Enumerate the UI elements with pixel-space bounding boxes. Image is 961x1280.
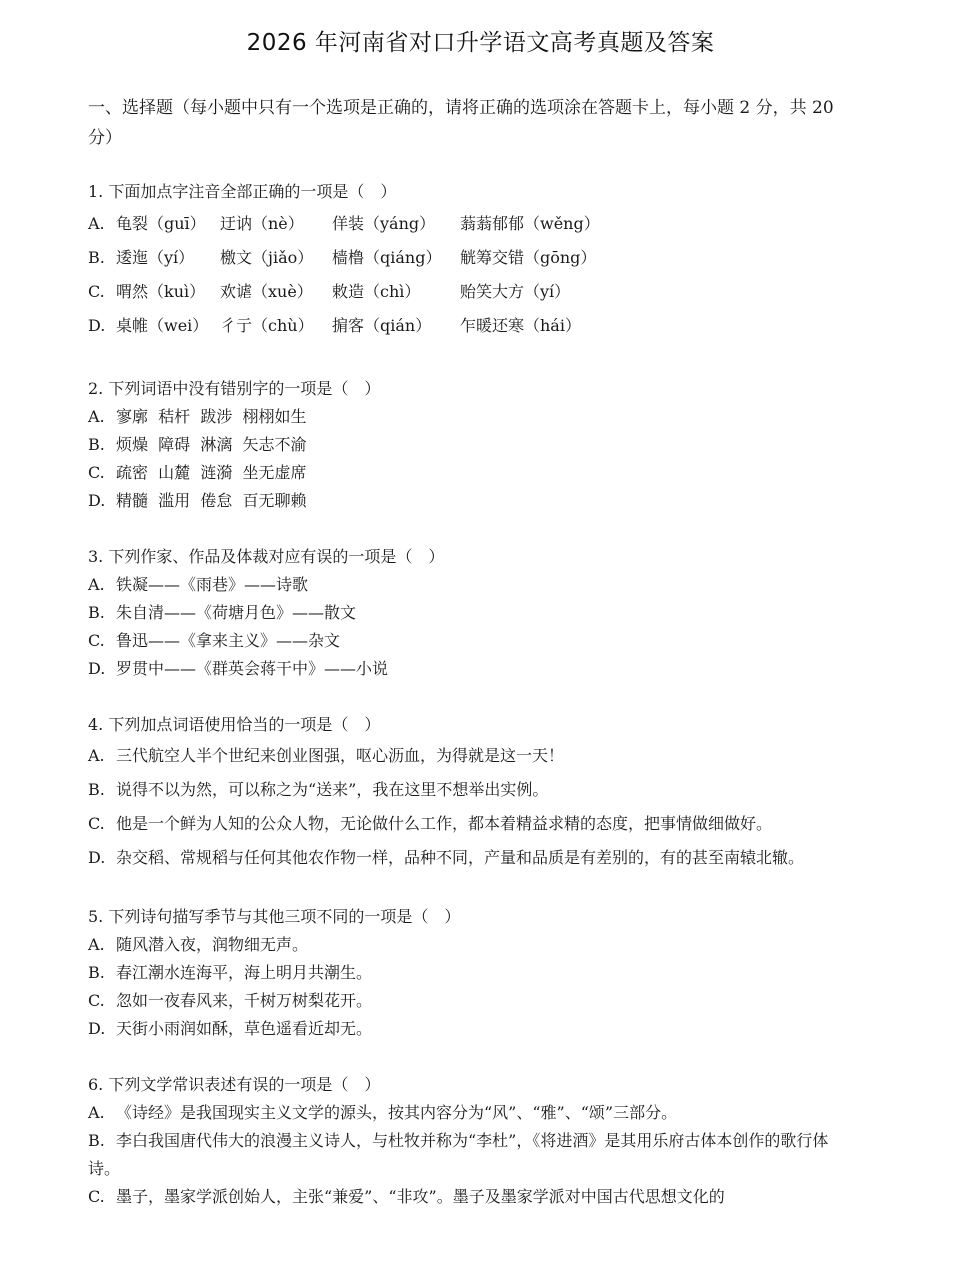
option-b [88,599,921,627]
option-c [88,987,921,1015]
option-item: 逶迤（yí） [116,248,195,267]
option-letter: D. [88,848,106,867]
option-item: 迂讷（nè） [220,214,304,233]
option-letter: B. [88,963,105,982]
option-text: 三代航空人半个世纪来创业图强，呕心沥血，为得就是这一天！ [116,746,565,765]
question-stem: 6. 下列文学常识表述有误的一项是（ ） [88,1075,381,1094]
option-text: 忽如一夜春风来，千树万树梨花开。 [116,991,373,1010]
option-c [88,459,921,487]
option-text: 天街小雨润如酥，草色遥看近却无。 [116,1019,373,1038]
option-letter: D. [88,316,106,335]
option-b [88,773,921,807]
option-a [88,931,921,959]
option-b [88,1127,840,1183]
option-d [88,1015,921,1043]
question-5 [88,903,921,1043]
option-b [88,241,921,275]
option-text: 随风潜入夜，润物细无声。 [116,935,309,954]
question-6 [88,1071,921,1211]
option-text: 疏密 山麓 涟漪 坐无虚席 [116,463,307,482]
question-stem: 2. 下列词语中没有错别字的一项是（ ） [88,379,381,398]
option-letter: A. [88,1103,105,1122]
option-item: 蓊蓊郁郁（wěng） [460,214,600,233]
option-letter: A. [88,935,105,954]
question-stem: 4. 下列加点词语使用恰当的一项是（ ） [88,715,381,734]
option-letter: C. [88,463,105,482]
option-text: 铁凝——《雨巷》——诗歌 [116,575,309,594]
option-letter: A. [88,214,105,233]
option-text: 精髓 滥用 倦怠 百无聊赖 [116,491,307,510]
question-4 [88,711,921,875]
option-text: 罗贯中——《群英会蒋干中》——小说 [116,659,389,678]
question-2 [88,375,921,515]
option-a [88,571,921,599]
page-title: 2026 年河南省对口升学语文高考真题及答案 [246,30,715,56]
option-c [88,1183,840,1211]
option-letter: B. [88,435,105,454]
option-item: 龟裂（guī） [116,214,206,233]
option-item: 佯装（yáng） [332,214,436,233]
option-letter: C. [88,1187,105,1206]
option-letter: A. [88,575,105,594]
question-1 [88,177,921,343]
option-item: 欢谑（xuè） [220,282,313,301]
section-intro: 一、选择题（每小题中只有一个选项是正确的，请将正确的选项涂在答题卡上，每小题 2 分，共 20 分） [88,98,834,148]
option-letter: B. [88,603,105,622]
option-c [88,275,921,309]
option-b [88,959,921,987]
option-text: 春江潮水连海平，海上明月共潮生。 [116,963,373,982]
option-a [88,403,921,431]
question-stem: 5. 下列诗句描写季节与其他三项不同的一项是（ ） [88,907,461,926]
option-c [88,627,921,655]
option-letter: D. [88,659,106,678]
option-item: 喟然（kuì） [116,282,206,301]
question-stem: 1. 下面加点字注音全部正确的一项是（ ） [88,182,397,201]
option-c [88,807,840,841]
option-text: 烦燥 障碍 淋漓 矢志不渝 [116,435,307,454]
option-letter: B. [88,1131,105,1150]
option-text: 《诗经》是我国现实主义文学的源头，按其内容分为“风”、“雅”、“颂”三部分。 [116,1103,678,1122]
option-text: 说得不以为然，可以称之为“送来”，我在这里不想举出实例。 [116,780,549,799]
option-d [88,309,921,343]
option-a [88,739,921,773]
option-text: 寥廓 秸杆 跋涉 栩栩如生 [116,407,307,426]
option-text: 他是一个鲜为人知的公众人物，无论做什么工作，都本着精益求精的态度，把事情做细做好。 [116,814,773,833]
option-text: 鲁迅——《拿来主义》——杂文 [116,631,341,650]
option-item: 贻笑大方（yí） [460,282,571,301]
option-letter: A. [88,407,105,426]
option-b [88,431,921,459]
option-item: 桌帷（wei） [116,316,209,335]
option-text: 朱自清——《荷塘月色》——散文 [116,603,357,622]
option-a [88,207,921,241]
option-item: 掮客（qián） [332,316,432,335]
option-letter: D. [88,491,106,510]
option-item: 彳亍（chù） [220,316,314,335]
option-text: 墨子，墨家学派创始人，主张“兼爱”、“非攻”。墨子及墨家学派对中国古代思想文化的 [116,1187,725,1206]
option-d [88,655,921,683]
option-item: 敕造（chì） [332,282,421,301]
option-item: 樯橹（qiáng） [332,248,442,267]
option-text: 杂交稻、常规稻与任何其他农作物一样，品种不同，产量和品质是有差别的，有的甚至南辕北辙。 [116,848,805,867]
question-stem: 3. 下列作家、作品及体裁对应有误的一项是（ ） [88,547,445,566]
option-text: 李白我国唐代伟大的浪漫主义诗人，与杜牧并称为“李杜”，《将进酒》是其用乐府古体本创作的歌行体诗。 [88,1131,829,1178]
option-item: 檄文（jiǎo） [220,248,314,267]
option-d [88,841,840,875]
question-3 [88,543,921,683]
option-letter: C. [88,631,105,650]
option-letter: C. [88,814,105,833]
option-letter: C. [88,282,105,301]
option-letter: B. [88,248,105,267]
option-letter: A. [88,746,105,765]
option-letter: C. [88,991,105,1010]
option-letter: D. [88,1019,106,1038]
option-item: 乍暖还寒（hái） [460,316,581,335]
option-letter: B. [88,780,105,799]
option-item: 觥筹交错（gōng） [460,248,597,267]
option-d [88,487,921,515]
option-a [88,1099,840,1127]
